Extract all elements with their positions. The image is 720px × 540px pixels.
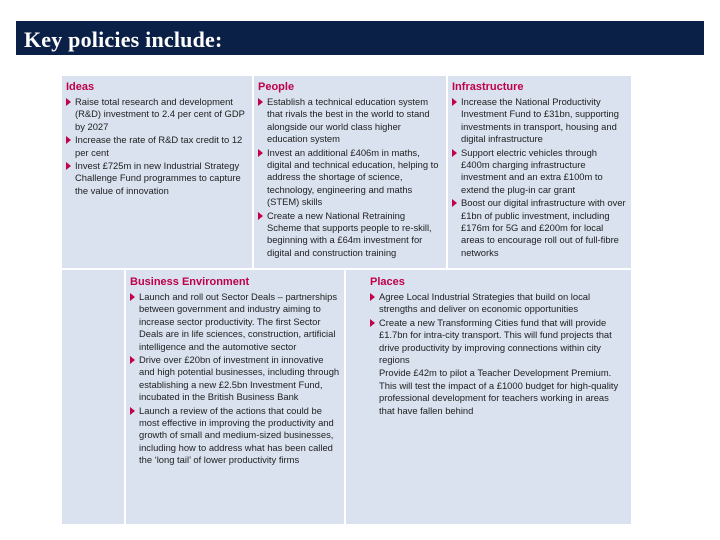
title-bar <box>16 21 704 55</box>
business-list <box>130 291 340 467</box>
people-list <box>258 96 442 259</box>
list-item <box>370 317 627 367</box>
ideas-heading: Ideas <box>66 81 95 93</box>
list-item <box>452 96 627 146</box>
bullet-arrow-icon <box>452 98 457 106</box>
infrastructure-heading: Infrastructure <box>452 81 524 93</box>
list-item <box>452 197 627 259</box>
list-item <box>258 147 442 209</box>
item-text: Create a new Transforming Cities fund that will provide £1.7bn for intra-city transport. This will fund projects that drive productivity by improving connections within city regions <box>379 316 612 366</box>
ideas-panel <box>62 76 252 268</box>
item-text: Launch and roll out Sector Deals – partnerships between government and industry aiming to increase sector productivity. The first Sector Deals are in life sciences, construction, artificial intelligence and the automotive sector <box>139 291 338 352</box>
list-item <box>258 96 442 146</box>
item-text: Drive over £20bn of investment in innovative and high potential businesses, including through establishing a new £2.5bn Investment Fund, incubated in the British Business Bank <box>139 354 340 403</box>
list-item <box>66 96 248 133</box>
places-list <box>370 291 627 366</box>
item-text: Agree Local Industrial Strategies that build on local strengths and deliver on economic opportunities <box>379 291 591 315</box>
bullet-arrow-icon <box>130 407 135 415</box>
item-text: Launch a review of the actions that could be most effective in improving the productivity and growth of small and medium-sized businesses, including how to address what has been called the ‘long tail’ of lower productivity firms <box>139 404 334 466</box>
bullet-arrow-icon <box>130 293 135 301</box>
slide-title: Key policies include: <box>24 27 223 52</box>
bullet-arrow-icon <box>66 162 71 170</box>
list-item <box>130 354 340 404</box>
places-heading: Places <box>370 276 405 288</box>
bullet-arrow-icon <box>258 149 263 157</box>
item-text: Increase the National Productivity Investment Fund to £31bn, supporting investments in transport, housing and digital infrastructure <box>461 96 619 145</box>
bullet-arrow-icon <box>370 319 375 327</box>
bullet-arrow-icon <box>370 293 375 301</box>
people-panel <box>254 76 446 268</box>
item-text: Raise total research and development (R&D) investment to 2.4 per cent of GDP by 2027 <box>75 96 245 132</box>
bullet-arrow-icon <box>258 212 263 220</box>
list-item <box>66 134 248 159</box>
bullet-arrow-icon <box>66 136 71 144</box>
list-item <box>130 405 340 467</box>
list-item <box>66 160 248 197</box>
bullet-arrow-icon <box>130 356 135 364</box>
item-text: Increase the rate of R&D tax credit to 12 per cent <box>75 134 243 158</box>
item-text: Invest an additional £406m in maths, digital and technical education, helping to address the shortage of science, technology, engineering and maths (STEM) skills <box>267 146 439 208</box>
item-text: Invest £725m in new Industrial Strategy Challenge Fund programmes to capture the value of innovation <box>75 160 241 196</box>
bullet-arrow-icon <box>452 149 457 157</box>
infrastructure-panel <box>448 76 631 268</box>
bullet-arrow-icon <box>66 98 71 106</box>
list-item <box>130 291 340 353</box>
bullet-arrow-icon <box>452 199 457 207</box>
item-text: Establish a technical education system that rivals the best in the world to stand alongside our world class higher education system <box>267 96 430 145</box>
list-item <box>370 291 627 316</box>
bullet-arrow-icon <box>258 98 263 106</box>
infrastructure-list <box>452 96 627 259</box>
business-environment-panel <box>126 270 344 524</box>
places-panel <box>346 270 631 524</box>
item-text: Support electric vehicles through £400m charging infrastructure investment and an extra £100m to extend the plug-in car grant <box>461 146 603 195</box>
list-item <box>452 147 627 197</box>
ideas-list <box>66 96 248 197</box>
list-item <box>258 210 442 260</box>
business-heading: Business Environment <box>130 276 250 288</box>
people-heading: People <box>258 81 295 93</box>
places-extra-text: Provide £42m to pilot a Teacher Development Premium. This will test the impact of a £1000 budget for high-quality professional development for teachers working in areas that have fallen behind <box>379 367 619 416</box>
item-text: Create a new National Retraining Scheme that supports people to re-skill, beginning with a £64m investment for digital and construction training <box>267 209 432 258</box>
business-panel-strip <box>62 270 124 524</box>
item-text: Boost our digital infrastructure with over £1bn of public investment, including £176m for 5G and £200m for local areas to encourage roll out of full-fibre networks <box>461 197 626 258</box>
